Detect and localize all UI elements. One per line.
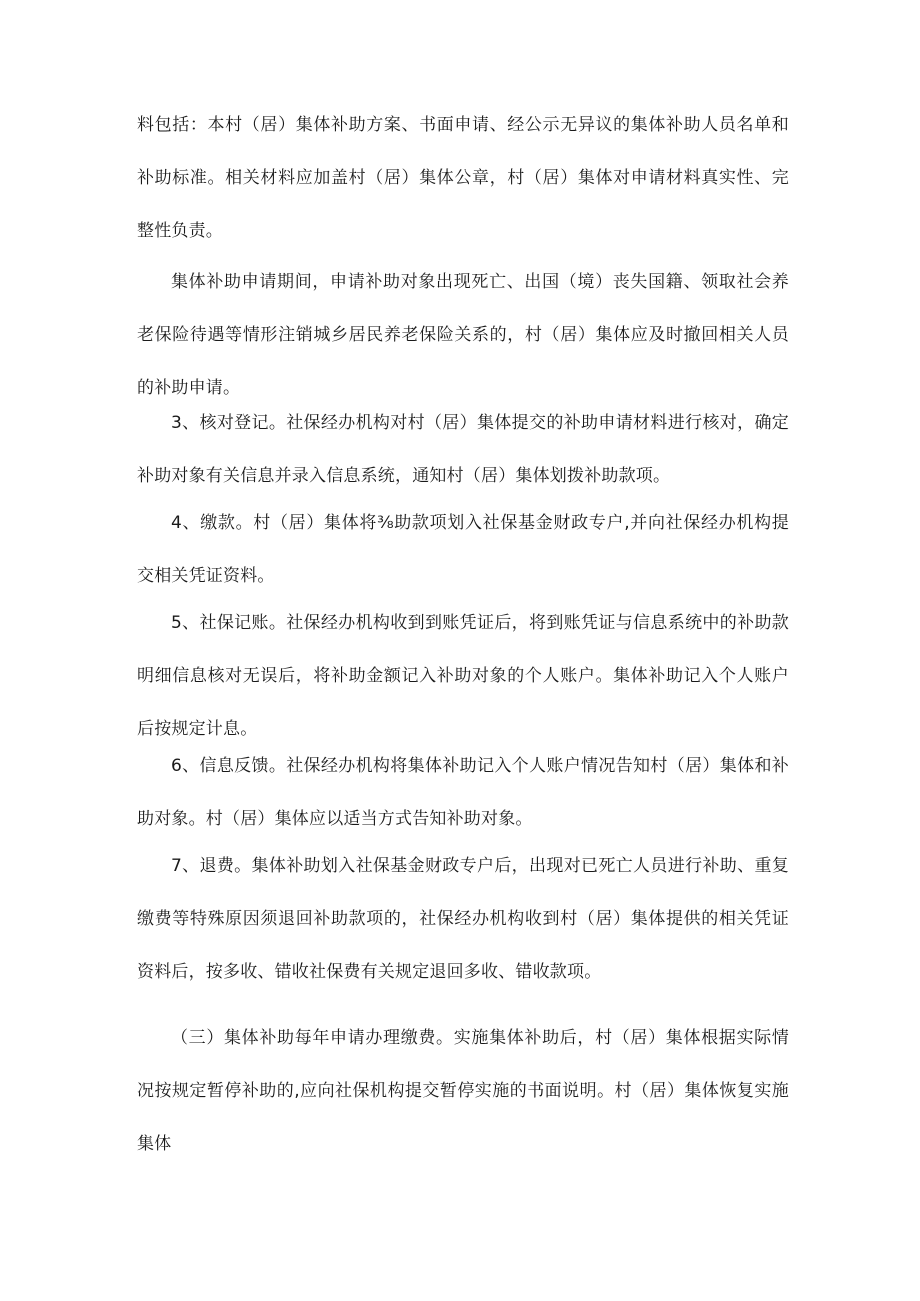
paragraph-step-3-verification: 3、核对登记。社保经办机构对村（居）集体提交的补助申请材料进行核对，确定补助对象有关信息并录入信息系统，通知村（居）集体划拨补助款项。: [137, 413, 789, 486]
paragraph-application-materials: 料包括：本村（居）集体补助方案、书面申请、经公示无异议的集体补助人员名单和补助标准。相关材料应加盖村（居）集体公章，村（居）集体对申请材料真实性、完整性负责。: [137, 115, 789, 241]
paragraph-step-7-refund: 7、退费。集体补助划入社保基金财政专户后，出现对已死亡人员进行补助、重复缴费等特殊原因须退回补助款项的，社保经办机构收到村（居）集体提供的相关凭证资料后，按多收、错收社保费有关规定退回多收、错收款项。: [137, 856, 789, 982]
paragraph-step-5-accounting: 5、社保记账。社保经办机构收到到账凭证后，将到账凭证与信息系统中的补助款明细信息核对无误后，将补助金额记入补助对象的个人账户。集体补助记入个人账户后按规定计息。: [137, 613, 789, 739]
paragraph-step-4-payment: 4、缴款。村（居）集体将⅜助款项划入社保基金财政专户,并向社保经办机构提交相关凭证资料。: [137, 513, 789, 586]
paragraph-step-6-feedback: 6、信息反馈。社保经办机构将集体补助记入个人账户情况告知村（居）集体和补助对象。村（居）集体应以适当方式告知补助对象。: [137, 756, 789, 829]
paragraph-section-3-annual-application: （三）集体补助每年申请办理缴费。实施集体补助后，村（居）集体根据实际情况按规定暂停补助的,应向社保机构提交暂停实施的书面说明。村（居）集体恢复实施集体: [137, 1028, 789, 1154]
paragraph-application-withdrawal: 集体补助申请期间，申请补助对象出现死亡、出国（境）丧失国籍、领取社会养老保险待遇等情形注销城乡居民养老保险关系的，村（居）集体应及时撤回相关人员的补助申请。: [137, 272, 789, 398]
